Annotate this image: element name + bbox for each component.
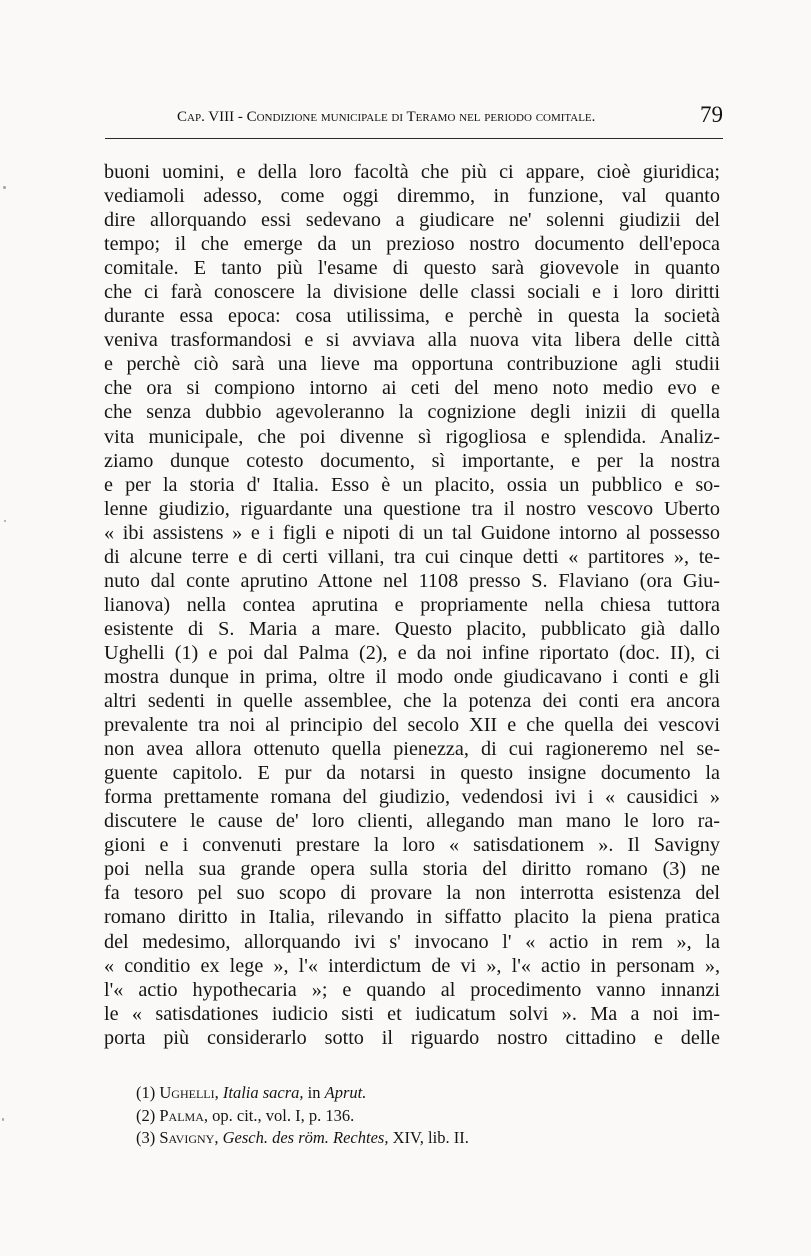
text-line: che ora si compiono intorno ai ceti del meno noto medio evo e — [104, 377, 720, 400]
footnotes — [136, 1082, 469, 1150]
speck-mark — [2, 1118, 4, 1121]
text-line: gioni e i convenuti prestare la loro « satisdationem ». Il Savigny — [104, 834, 720, 857]
text-line: durante essa epoca: cosa utilissima, e perchè in questa la società — [104, 305, 720, 328]
text-line: « ibi assistens » e i figli e nipoti di un tal Guidone intorno al possesso — [104, 521, 720, 544]
speck-mark — [3, 186, 6, 189]
text-line: vita municipale, che poi divenne sì rigogliosa e splendida. Analiz- — [104, 425, 720, 448]
footnote-title: Gesch. des röm. Rechtes, — [222, 1128, 389, 1147]
text-line: dire allorquando essi sedevano a giudicare ne' solenni giudizii del — [104, 209, 720, 232]
text-line: altri sedenti in quelle assemblee, che la potenza dei conti era ancora — [104, 690, 720, 713]
running-title: Cap. VIII - Condizione municipale di Teramo nel periodo comitale. — [177, 109, 596, 125]
text-line: del medesimo, allorquando ivi s' invocano l' « actio in rem », la — [104, 930, 720, 953]
text-line: le « satisdationes iudicio sisti et iudicatum solvi ». Ma a noi im- — [104, 1002, 720, 1025]
footnote-text-italic: Aprut. — [324, 1083, 367, 1102]
text-line: mostra dunque in prima, oltre il modo onde giudicavano i conti e gli — [104, 665, 720, 688]
text-line: e perchè ciò sarà una lieve ma opportuna contribuzione agli studii — [104, 353, 720, 376]
text-line: romano diritto in Italia, rilevando in siffatto placito la piena pratica — [104, 906, 720, 929]
text-line: « conditio ex lege », l'« interdictum de vi », l'« actio in personam », — [104, 954, 720, 977]
footnote-author: Ughelli, — [159, 1083, 219, 1102]
footnote-number: (2) — [136, 1105, 156, 1125]
running-header — [105, 102, 723, 139]
text-line: prevalente tra noi al principio del secolo XII e che quella dei vescovi — [104, 714, 720, 737]
text-line: che ci farà conoscere la divisione delle classi sociali e i loro diritti — [104, 281, 720, 304]
footnote-text: XIV, lib. II. — [388, 1128, 469, 1147]
text-line: nuto dal conte aprutino Attone nel 1108 presso S. Flaviano (ora Giu- — [104, 569, 720, 592]
body-text — [104, 160, 720, 1050]
text-line: tempo; il che emerge da un prezioso nostro documento dell'epoca — [104, 233, 720, 256]
text-line: lianova) nella contea aprutina e propriamente nella chiesa tuttora — [104, 593, 720, 616]
text-line: e per la storia d' Italia. Esso è un placito, ossia un pubblico e so- — [104, 473, 720, 496]
footnote-author: Palma, — [159, 1105, 209, 1125]
footnote-text: in — [303, 1083, 325, 1102]
footnote-number: (1) — [136, 1083, 156, 1102]
footnote — [136, 1105, 469, 1128]
text-line: veniva trasformandosi e si avviava alla nuova vita libera delle città — [104, 329, 720, 352]
footnote-number: (3) — [136, 1128, 156, 1147]
footnote-title: Italia sacra, — [222, 1083, 304, 1102]
text-line: non avea allora ottenuto quella pienezza, di cui ragioneremo nel se- — [104, 738, 720, 761]
page-number: 79 — [700, 102, 723, 127]
text-line: fa tesoro pel suo scopo di provare la non interrotta esistenza del — [104, 882, 720, 905]
text-line: esistente di S. Maria a mare. Questo placito, pubblicato già dallo — [104, 617, 720, 640]
text-line: buoni uomini, e della loro facoltà che più ci appare, cioè giuridica; — [104, 161, 720, 183]
text-line: vediamoli adesso, come oggi diremmo, in funzione, val quanto — [104, 185, 720, 208]
text-line: discutere le cause de' loro clienti, allegando man mano le loro ra- — [104, 810, 720, 833]
footnote-author: Savigny, — [159, 1128, 219, 1147]
text-line: l'« actio hypothecaria »; e quando al procedimento vanno innanzi — [104, 978, 720, 1001]
text-line: di alcune terre e di certi villani, tra cui cinque detti « partitores », te- — [104, 545, 720, 568]
text-line: lenne giudizio, riguardante una questione tra il nostro vescovo Uberto — [104, 497, 720, 520]
text-line: forma prettamente romana del giudizio, vedendosi ivi i « causidici » — [104, 786, 720, 809]
text-line: comitale. E tanto più l'esame di questo sarà giovevole in quanto — [104, 257, 720, 280]
speck-mark — [4, 520, 6, 522]
text-line: Ughelli (1) e poi dal Palma (2), e da noi infine riportato (doc. II), ci — [104, 641, 720, 664]
text-line: ziamo dunque cotesto documento, sì importante, e per la nostra — [104, 449, 720, 472]
text-line: che senza dubbio agevoleranno la cognizione degli inizii di quella — [104, 401, 720, 424]
text-line: porta più considerarlo sotto il riguardo nostro cittadino e delle — [104, 1026, 720, 1049]
footnote — [136, 1127, 469, 1150]
footnote — [136, 1082, 469, 1105]
text-line: guente capitolo. E pur da notarsi in questo insigne documento la — [104, 762, 720, 785]
text-line: poi nella sua grande opera sulla storia del diritto romano (3) ne — [104, 858, 720, 881]
footnote-text: op. cit., vol. I, p. 136. — [208, 1105, 355, 1125]
